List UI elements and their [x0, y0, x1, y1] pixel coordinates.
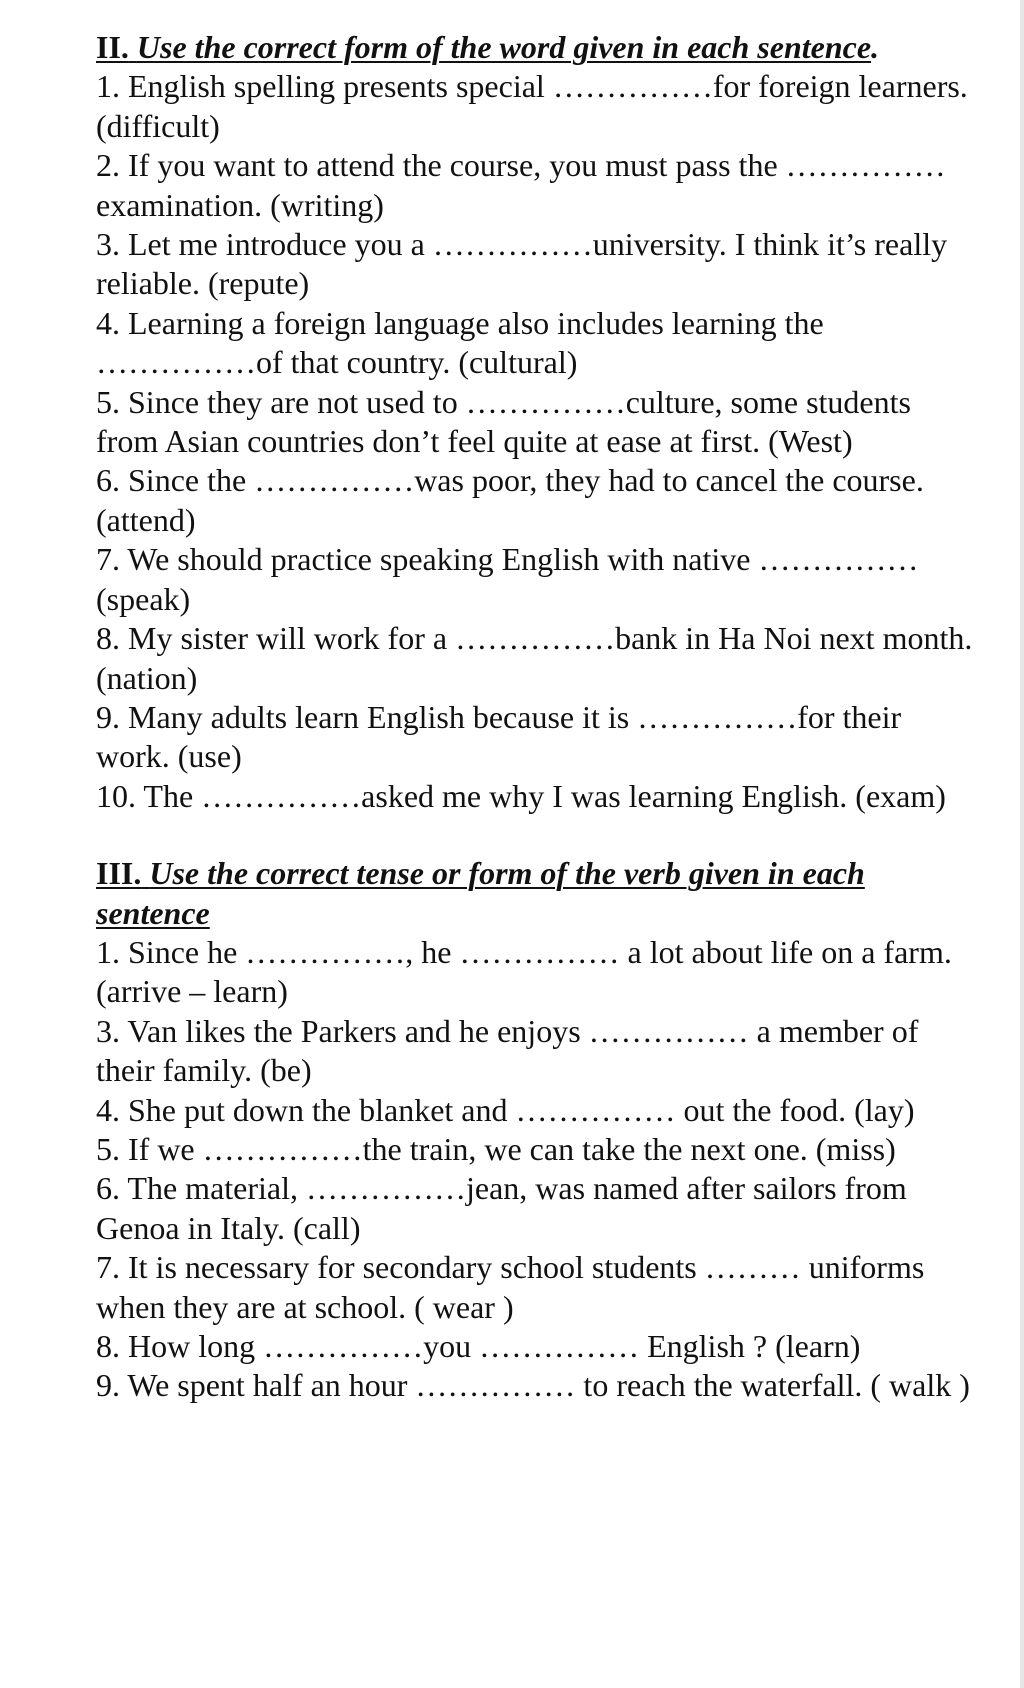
exercise-item: 3. Van likes the Parkers and he enjoys …………… a member of their family. (be) [96, 1012, 919, 1089]
exercise-item: 10. The ……………asked me why I was learning English. (exam) [96, 777, 946, 814]
section-word-form [96, 28, 976, 816]
section-spacer [96, 816, 976, 854]
exercise-item: 4. Learning a foreign language also includes learning the ……………of that country. (cultural) [96, 304, 824, 381]
exercise-item: 7. We should practice speaking English with native …………… (speak) [96, 541, 919, 617]
section-verb-tense [96, 854, 976, 1406]
exercise-item: 7. It is necessary for secondary school students ……… uniforms when they are at school. ( wear ) [96, 1249, 925, 1325]
exercise-item: 8. My sister will work for a ……………bank in Ha Noi next month. (nation) [96, 620, 973, 696]
exercise-item: 9. We spent half an hour …………… to reach the waterfall. ( walk ) [96, 1367, 970, 1404]
exercise-item: 9. Many adults learn English because it is ……………for their work. (use) [96, 698, 902, 775]
exercise-item: 1. English spelling presents special ……………for foreign learners. (difficult) [96, 68, 968, 144]
exercise-item: 1. Since he ……………, he …………… a lot about life on a farm. (arrive – learn) [96, 933, 952, 1010]
page-edge-divider [1020, 0, 1024, 1688]
exercise-item: 5. If we ……………the train, we can take the next one. (miss) [96, 1130, 896, 1167]
exercise-item: 8. How long ……………you …………… English ? (learn) [96, 1328, 861, 1364]
section-title: Use the correct form of the word given in each sentence [136, 29, 872, 65]
section-number: II. [96, 29, 129, 65]
section-title-period: . [871, 29, 880, 65]
section-heading [96, 854, 976, 933]
exercise-item: 3. Let me introduce you a ……………university. I think it’s really reliable. (repute) [96, 226, 948, 302]
exercise-item: 2. If you want to attend the course, you must pass the ……………examination. (writing) [96, 147, 946, 223]
worksheet [96, 28, 976, 1406]
exercise-item: 4. She put down the blanket and …………… out the food. (lay) [96, 1091, 915, 1128]
exercise-item: 5. Since they are not used to ……………culture, some students from Asian countries don’t feel quite at ease at first. (West) [96, 383, 911, 460]
exercise-item: 6. The material, ……………jean, was named after sailors from Genoa in Italy. (call) [96, 1170, 907, 1246]
section-number: III. [96, 855, 142, 892]
section-title: Use the correct tense or form of the verb given in each sentence [96, 855, 865, 931]
exercise-item: 6. Since the ……………was poor, they had to cancel the course. (attend) [96, 462, 924, 538]
section-heading [96, 28, 976, 67]
